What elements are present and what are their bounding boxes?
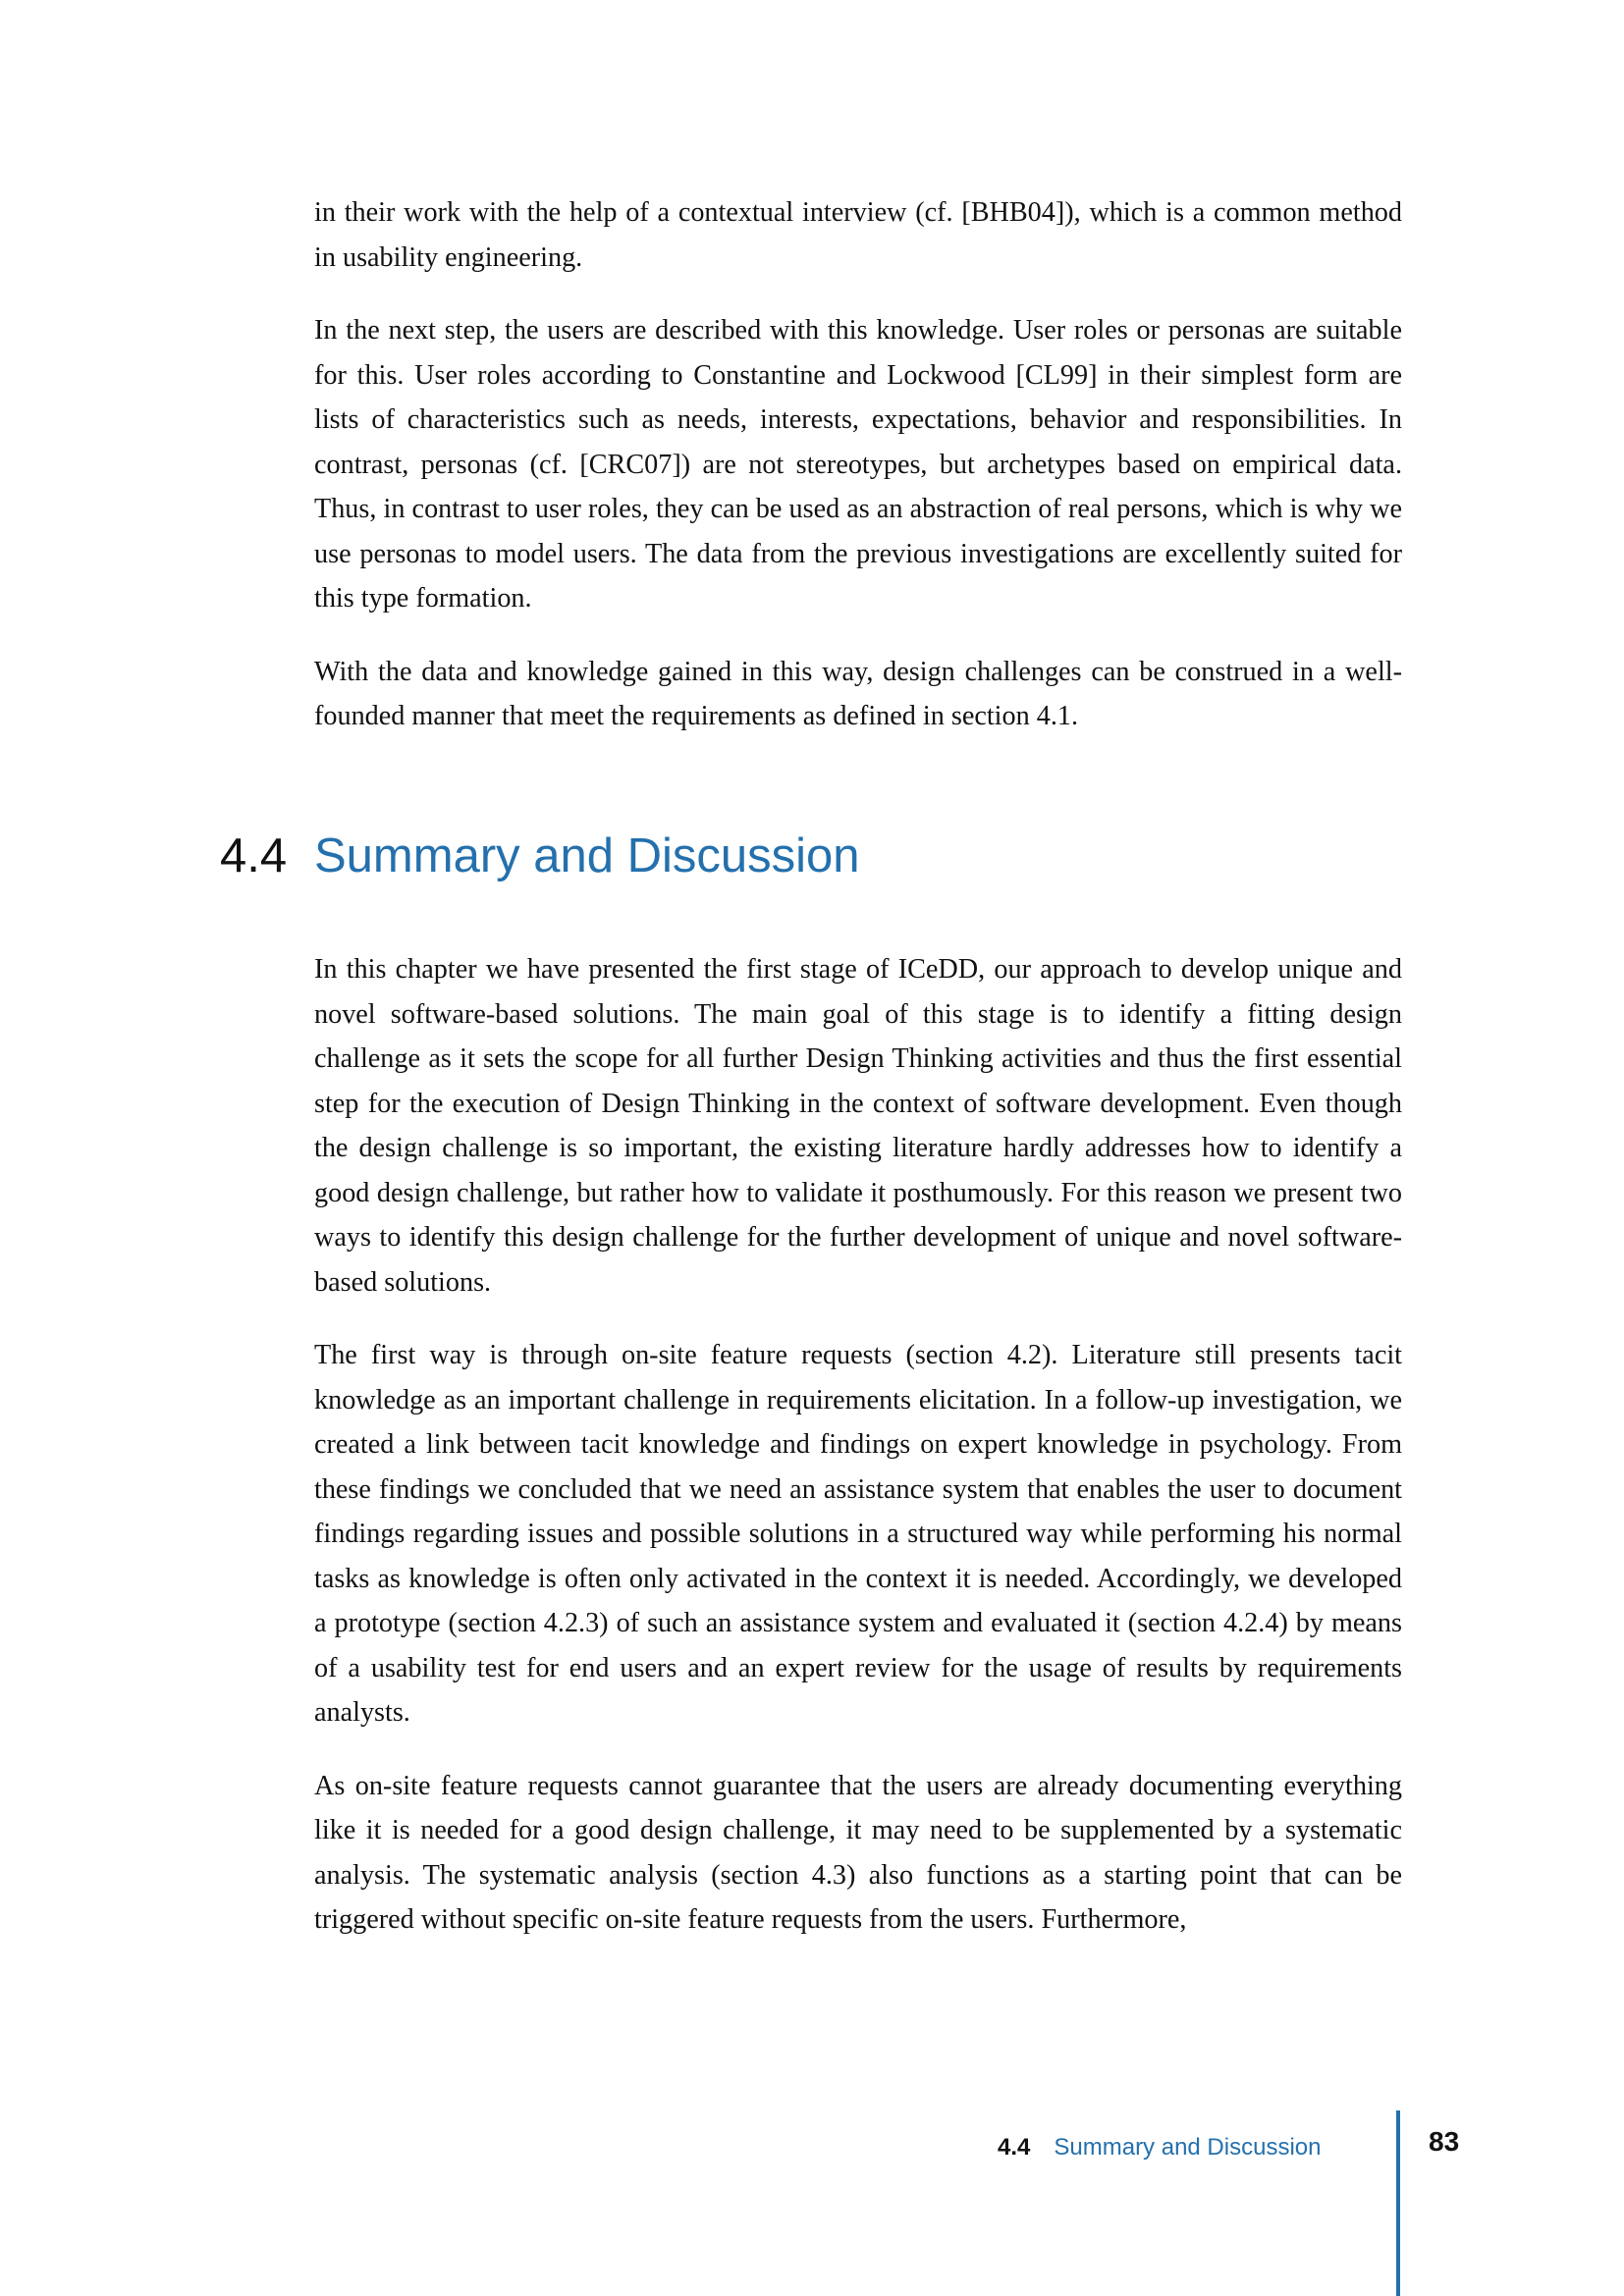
section-body-text xyxy=(314,947,1402,1971)
page-number: 83 xyxy=(1429,2126,1460,2157)
footer-section-title: Summary and Discussion xyxy=(1054,2134,1322,2161)
body-text-top xyxy=(314,190,1402,768)
footer-section-number: 4.4 xyxy=(998,2134,1031,2161)
section-title: Summary and Discussion xyxy=(314,829,860,882)
footer-divider-bar xyxy=(1396,2110,1400,2296)
paragraph: In the next step, the users are described with this knowledge. User roles or personas are suitable for this. User roles according to Constantine and Lockwood [CL99] in their simplest form are lists of characteristics such as needs, interests, expectations, behavior and responsibilities. In contrast, personas (cf. [CRC07]) are not stereotypes, but archetypes based on empirical data. Thus, in contrast to user roles, they can be used as an abstraction of real persons, which is why we use personas to model users. The data from the previous investigations are excellently suited for this type formation. xyxy=(314,315,1402,614)
paragraph: The first way is through on-site feature requests (section 4.2). Literature still presents tacit knowledge as an important challenge in requirements elicitation. In a follow-up investigation, we created a link between tacit knowledge and findings on expert knowledge in psychology. From these findings we concluded that we need an assistance system that enables the user to document findings regarding issues and possible solutions in a structured way while performing his normal tasks as knowledge is often only activated in the context it is needed. Accordingly, we developed a prototype (section 4.2.3) of such an assistance system and evaluated it (section 4.2.4) by means of a usability test for end users and an expert review for the usage of results by requirements analysts. xyxy=(314,1340,1402,1728)
paragraph: in their work with the help of a contextual interview (cf. [BHB04]), which is a common method in usability engineering. xyxy=(314,197,1402,273)
section-number: 4.4 xyxy=(220,829,288,882)
section-heading xyxy=(220,827,860,885)
running-footer xyxy=(998,2133,1321,2163)
paragraph: As on-site feature requests cannot guarantee that the users are already documenting everything like it is needed for a good design challenge, it may need to be supplemented by a systematic analysis. The systematic analysis (section 4.3) also functions as a starting point that can be triggered without specific on-site feature requests from the users. Furthermore, xyxy=(314,1770,1402,1935)
paragraph: In this chapter we have presented the first stage of ICeDD, our approach to develop unique and novel software-based solutions. The main goal of this stage is to identify a fitting design challenge as it sets the scope for all further Design Thinking activities and thus the first essential step for the execution of Design Thinking in the context of software development. Even though the design challenge is so important, the existing literature hardly addresses how to identify a good design challenge, but rather how to validate it posthumously. For this reason we present two ways to identify this design challenge for the further development of unique and novel software-based solutions. xyxy=(314,954,1402,1298)
paragraph: With the data and knowledge gained in this way, design challenges can be construed in a well-founded manner that meet the requirements as defined in section 4.1. xyxy=(314,656,1402,731)
